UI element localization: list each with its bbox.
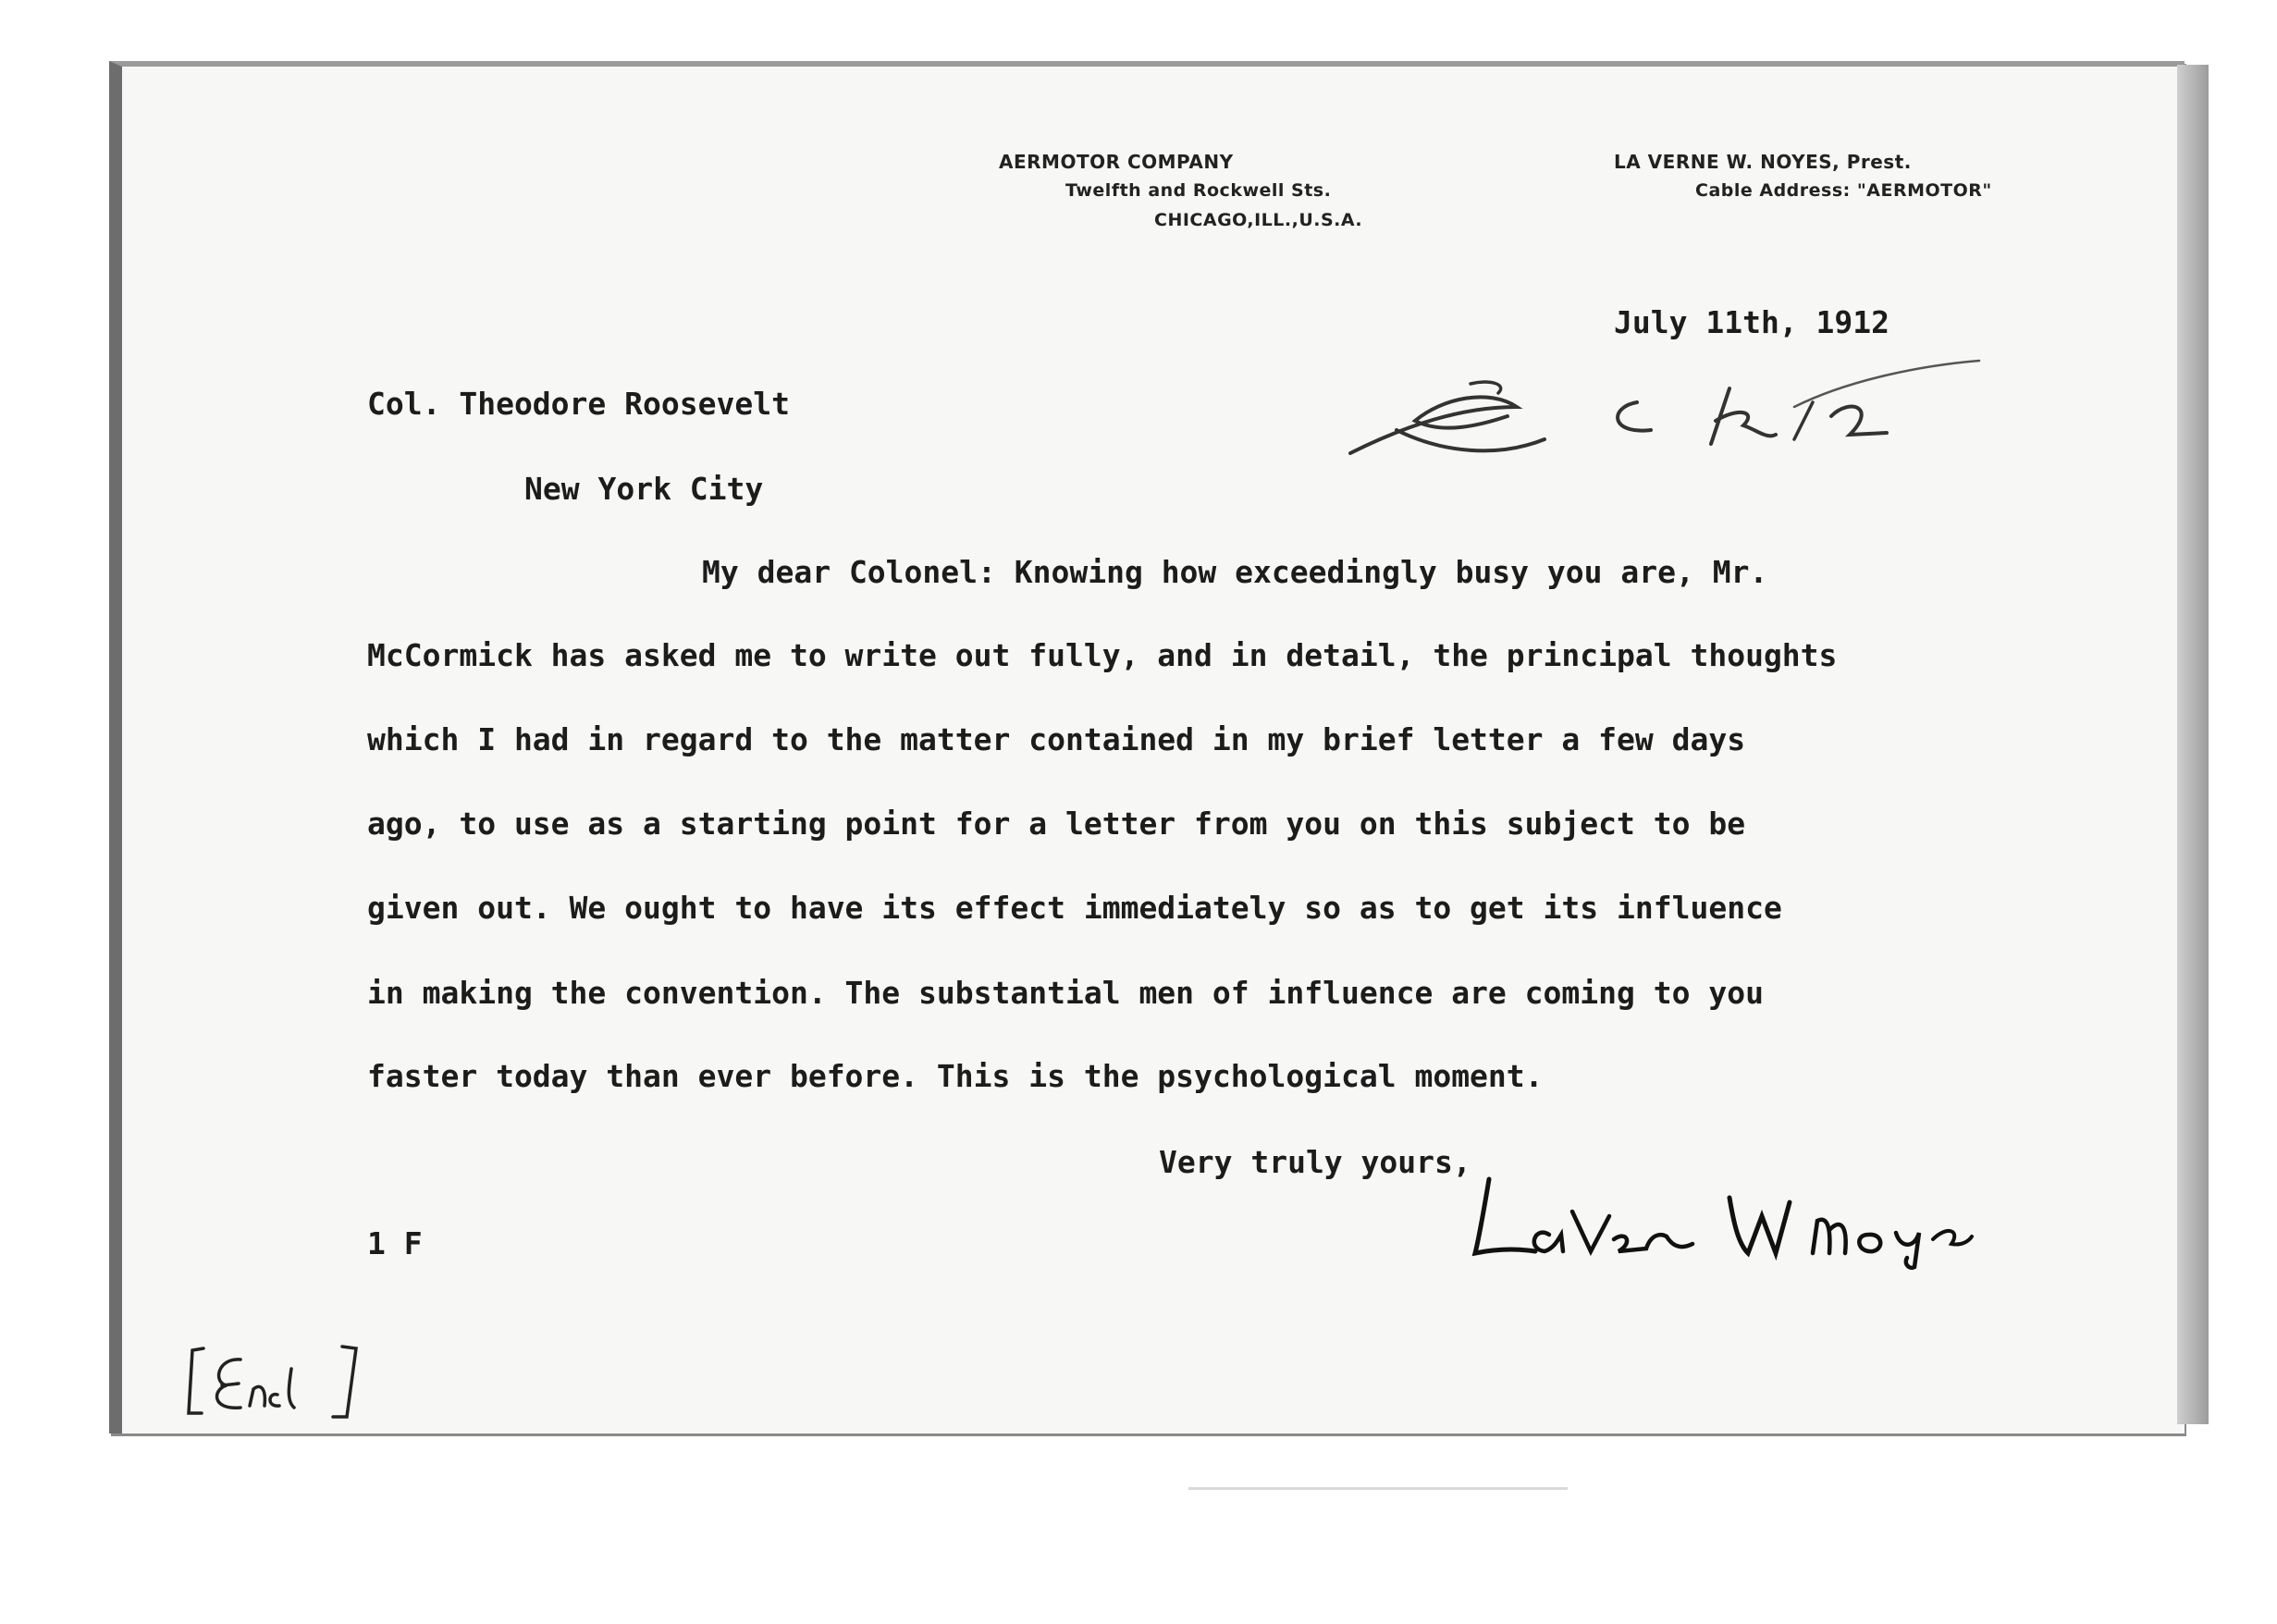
- body-line: in making the convention. The substantial men of influence are coming to you: [367, 975, 1764, 1011]
- enclosure-note-handwritten: [176, 1332, 398, 1433]
- letterhead-street: Twelfth and Rockwell Sts.: [1065, 180, 1332, 201]
- body-line: which I had in regard to the matter contained in my brief letter a few days: [367, 721, 1746, 757]
- letterhead-president: LA VERNE W. NOYES, Prest.: [1614, 151, 1912, 173]
- closing: Very truly yours,: [1159, 1144, 1471, 1180]
- body-line: McCormick has asked me to write out fully, and in detail, the principal thoughts: [367, 637, 1838, 673]
- body-line: My dear Colonel: Knowing how exceedingly busy you are, Mr.: [702, 554, 1768, 590]
- letter-date: July 11th, 1912: [1614, 304, 1890, 340]
- recipient-name: Col. Theodore Roosevelt: [367, 386, 790, 422]
- body-line: faster today than ever before. This is the psychological moment.: [367, 1058, 1544, 1094]
- page-edge-shadow: [2177, 65, 2209, 1424]
- recipient-city: New York City: [524, 471, 764, 507]
- reference-mark: 1 F: [367, 1225, 423, 1261]
- body-line: given out. We ought to have its effect immediately so as to get its influence: [367, 890, 1782, 926]
- letterhead-city: CHICAGO,ILL.,U.S.A.: [1154, 210, 1363, 230]
- letterhead-cable: Cable Address: "AERMOTOR": [1695, 180, 1992, 201]
- letterhead-company: AERMOTOR COMPANY: [999, 151, 1234, 173]
- scan-mark-line: [1188, 1487, 1568, 1490]
- body-line: ago, to use as a starting point for a letter from you on this subject to be: [367, 806, 1746, 842]
- handwritten-signature: [1461, 1161, 1979, 1272]
- filing-mark-scribble: [1332, 351, 1998, 481]
